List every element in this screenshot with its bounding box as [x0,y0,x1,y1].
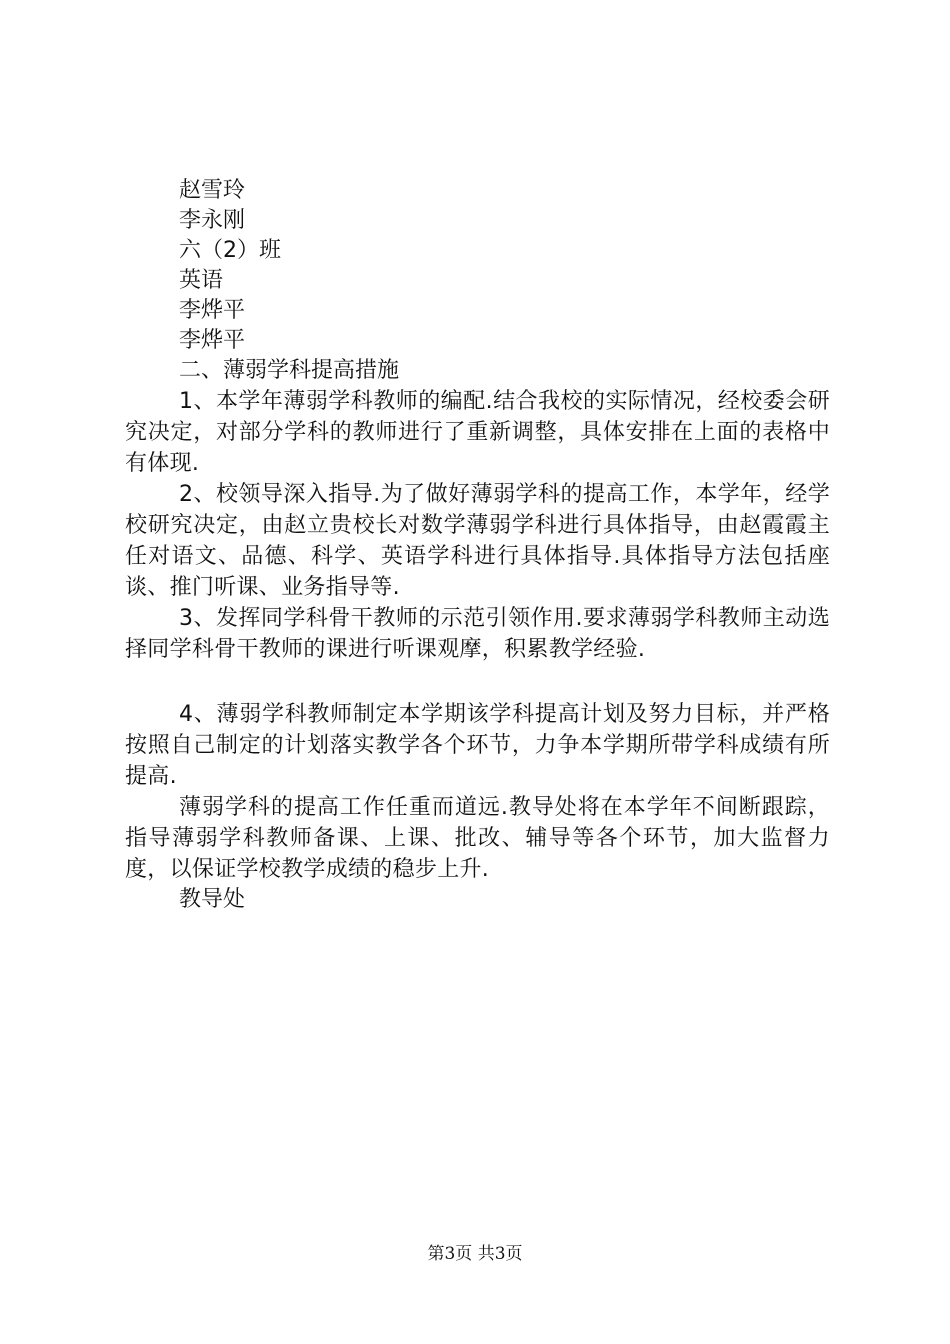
table-cell-name-2: 李永刚 [179,208,246,233]
table-cell-subject: 英语 [179,268,224,293]
blank-line [125,665,830,699]
paragraph-4: 4、薄弱学科教师制定本学期该学科提高计划及努力目标，并严格按照自己制定的计划落实教学各个环节，力争本学期所带学科成绩有所提高. [125,702,830,789]
document-body [125,176,830,915]
paragraph-1: 1、本学年薄弱学科教师的编配.结合我校的实际情况，经校委会研究决定，对部分学科的教师进行了重新调整，具体安排在上面的表格中有体现. [125,389,830,476]
paragraph-5: 薄弱学科的提高工作任重而道远.教导处将在本学年不间断跟踪，指导薄弱学科教师备课、上课、批改、辅导等各个环节，加大监督力度，以保证学校教学成绩的稳步上升. [125,795,830,882]
table-cell-teacher-1: 李烨平 [179,298,246,323]
paragraph-3: 3、发挥同学科骨干教师的示范引领作用.要求薄弱学科教师主动选择同学科骨干教师的课进行听课观摩，积累教学经验. [125,606,830,662]
section-heading: 二、薄弱学科提高措施 [179,358,400,383]
page-footer: 第3页 共3页 [427,1244,523,1264]
signature: 教导处 [179,887,246,912]
table-cell-class: 六（2）班 [179,238,281,263]
paragraph-2: 2、校领导深入指导.为了做好薄弱学科的提高工作，本学年，经学校研究决定，由赵立贵校长对数学薄弱学科进行具体指导，由赵霞霞主任对语文、品德、科学、英语学科进行具体指导.具体指导方法包括座谈、推门听课、业务指导等. [125,482,830,600]
table-cell-name-1: 赵雪玲 [179,178,246,203]
table-cell-teacher-2: 李烨平 [179,328,246,353]
